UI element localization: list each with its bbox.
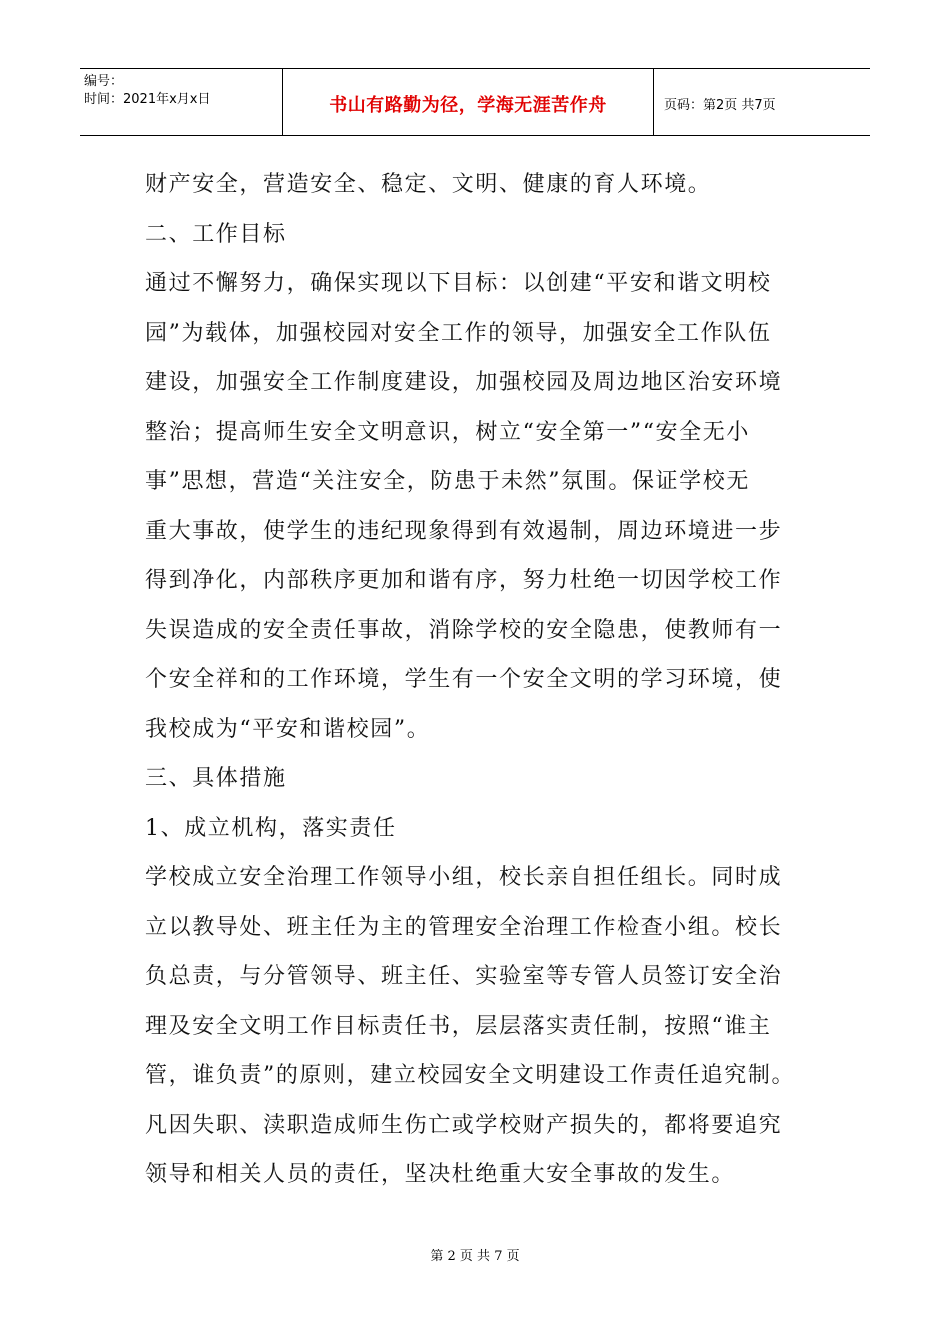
document-body (145, 160, 825, 1200)
section-heading: 二、工作目标 (145, 221, 287, 247)
body-line: 立以教导处、班主任为主的管理安全治理工作检查小组。校长 (145, 914, 783, 940)
subsection-heading: 1、成立机构，落实责任 (145, 815, 397, 841)
body-line: 整治；提高师生安全文明意识，树立“安全第一”“安全无小 (145, 419, 750, 445)
body-line: 通过不懈努力，确保实现以下目标：以创建“平安和谐文明校 (145, 271, 772, 296)
header-motto: 书山有路勤为径，学海无涯苦作舟 (329, 95, 607, 116)
header-motto-cell (282, 69, 654, 135)
body-line: 负总责，与分管领导、班主任、实验室等专管人员签订安全治 (145, 964, 783, 989)
body-line: 个安全祥和的工作环境，学生有一个安全文明的学习环境，使 (145, 667, 783, 692)
header-meta (80, 69, 282, 135)
header-page-cell (654, 69, 870, 135)
body-line: 学校成立安全治理工作领导小组，校长亲自担任组长。同时成 (145, 865, 783, 890)
body-line: 我校成为“平安和谐校园”。 (145, 716, 431, 742)
page-footer: 第 2 页 共 7 页 (430, 1249, 520, 1264)
header-page-info: 页码：第2页 共7页 (664, 97, 776, 113)
body-line: 凡因失职、渎职造成师生伤亡或学校财产损失的，都将要追究 (145, 1112, 783, 1138)
document-number-label: 编号： (84, 74, 124, 89)
body-line: 领导和相关人员的责任，坚决杜绝重大安全事故的发生。 (145, 1162, 736, 1187)
body-line: 理及安全文明工作目标责任书，层层落实责任制，按照“谁主 (145, 1013, 772, 1039)
page-header (80, 68, 870, 136)
body-line: 财产安全，营造安全、稳定、文明、健康的育人环境。 (145, 172, 712, 197)
document-time-label: 时间：2021年x月x日 (84, 92, 211, 107)
body-line: 事”思想，营造“关注安全，防患于未然”氛围。保证学校无 (145, 469, 750, 494)
body-line: 得到净化，内部秩序更加和谐有序，努力杜绝一切因学校工作 (145, 568, 783, 593)
body-line: 管，谁负责”的原则，建立校园安全文明建设工作责任追究制。 (145, 1063, 796, 1088)
body-line: 园”为载体，加强校园对安全工作的领导，加强安全工作队伍 (145, 320, 772, 346)
section-heading: 三、具体措施 (145, 766, 287, 791)
body-line: 建设，加强安全工作制度建设，加强校园及周边地区治安环境 (145, 370, 783, 395)
body-line: 重大事故，使学生的违纪现象得到有效遏制，周边环境进一步 (145, 518, 783, 544)
body-line: 失误造成的安全责任事故，消除学校的安全隐患，使教师有一 (145, 617, 783, 643)
